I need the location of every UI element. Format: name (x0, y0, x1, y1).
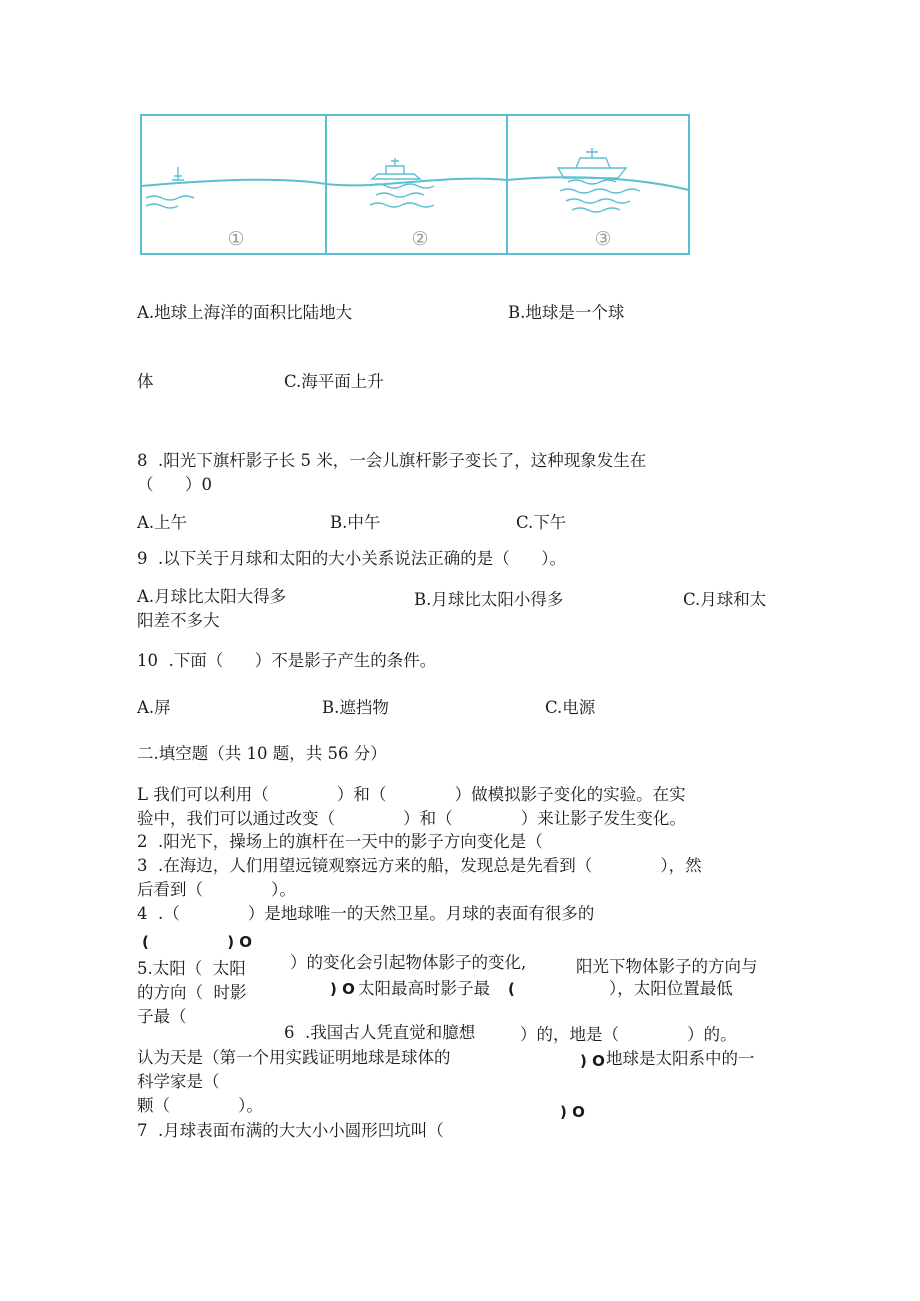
q10-stem: 10 .下面（ ）不是影子产生的条件。 (137, 651, 437, 670)
q9-stem: 9 .以下关于月球和太阳的大小关系说法正确的是（ ）。 (137, 549, 566, 568)
fill-4: 4 .（ ）是地球唯一的天然卫星。月球的表面有很多的 (137, 904, 595, 923)
wave-3c (566, 199, 630, 203)
panel-label-3: ③ (594, 228, 612, 250)
fill-7: 7 .月球表面布满的大大小小圆形凹坑叫（ (137, 1121, 444, 1140)
q10-option-a: A.屏 (137, 698, 171, 717)
fill-2: 2 .阳光下，操场上的旗杆在一天中的影子方向变化是（ (137, 832, 543, 851)
fill-5-part-c: 阳光下物体影子的方向与 (576, 957, 758, 976)
fill-5-part-a: 5.太阳（ 太阳 (137, 959, 246, 978)
q7-option-c: C.海平面上升 (284, 372, 384, 391)
fill-1-line-1: L 我们可以利用（ ）和（ ）做模拟影子变化的实验。在实 (137, 785, 686, 804)
panel-label-2: ② (411, 228, 429, 250)
q9-option-a: A.月球比太阳大得多 (137, 587, 287, 606)
fill-5-part-e: 太阳最高时影子最 (358, 979, 490, 998)
fill-5-blank-2: ( (508, 980, 515, 998)
q9-option-c: C.月球和太 (683, 590, 767, 609)
ship-3-icon (558, 148, 626, 178)
wave-3a (568, 180, 616, 184)
fill-6-part-c: 认为天是（第一个用实践证明地球是球体的 (137, 1048, 451, 1067)
fill-6-part-b: ）的，地是（ ）的。 (520, 1025, 737, 1044)
fill-5-part-b: ）的变化会引起物体影子的变化, (290, 953, 527, 972)
fill-6-blank-1: ) O (580, 1052, 605, 1070)
q7-option-b: B.地球是一个球 (508, 303, 625, 322)
q10-option-b: B.遮挡物 (322, 698, 389, 717)
wave-3b (560, 189, 640, 193)
q7-option-a: A.地球上海洋的面积比陆地大 (137, 303, 353, 322)
ship-2-icon (372, 158, 420, 179)
fill-5-blank-1: ) O (330, 980, 355, 998)
panel-label-1: ① (227, 228, 245, 250)
fill-3-line-1: 3 .在海边，人们用望远镜观察远方来的船，发现总是先看到（ ），然 (137, 856, 702, 875)
fill-5-part-g: 子最（ (137, 1007, 187, 1026)
q7-option-b-cont: 体 (137, 372, 154, 391)
q9-option-c-cont: 阳差不多大 (137, 611, 220, 630)
q8-option-a: A.上午 (137, 513, 188, 532)
wave-1b (146, 204, 178, 208)
ship-1-mast-icon (172, 167, 184, 180)
fill-6-part-a: 6 .我国古人凭直觉和臆想 (284, 1023, 476, 1042)
wave-3d (572, 208, 620, 212)
fill-6-part-d: 地球是太阳系中的一 (606, 1049, 755, 1068)
fill-6-part-e: 科学家是（ (137, 1072, 220, 1091)
fill-3-line-2: 后看到（ ）。 (137, 880, 296, 899)
fill-4-blank: ( ) O (142, 933, 253, 951)
fill-1-line-2: 验中，我们可以通过改变（ ）和（ ）来让影子发生变化。 (137, 809, 686, 828)
q8-option-b: B.中午 (330, 513, 381, 532)
fill-6-blank-2: ) O (560, 1103, 585, 1121)
wave-2c (370, 203, 434, 207)
ship-horizon-figure (140, 114, 690, 256)
q8-option-c: C.下午 (516, 513, 567, 532)
wave-1a (146, 196, 194, 200)
fill-6-part-f: 颗（ ）。 (137, 1096, 263, 1115)
fill-5-part-f: ），太阳位置最低 (609, 979, 733, 998)
q8-stem: 8 .阳光下旗杆影子长 5 米，一会儿旗杆影子变长了，这种现象发生在 (137, 451, 647, 470)
fill-5-part-d: 的方向（ 时影 (137, 983, 247, 1002)
wave-2a (370, 184, 434, 188)
q9-option-b: B.月球比太阳小得多 (414, 590, 564, 609)
q10-option-c: C.电源 (545, 698, 596, 717)
wave-2b (376, 193, 424, 197)
q8-stem-cont: （ ）0 (137, 475, 212, 494)
section-heading: 二.填空题（共 10 题，共 56 分） (137, 744, 387, 763)
